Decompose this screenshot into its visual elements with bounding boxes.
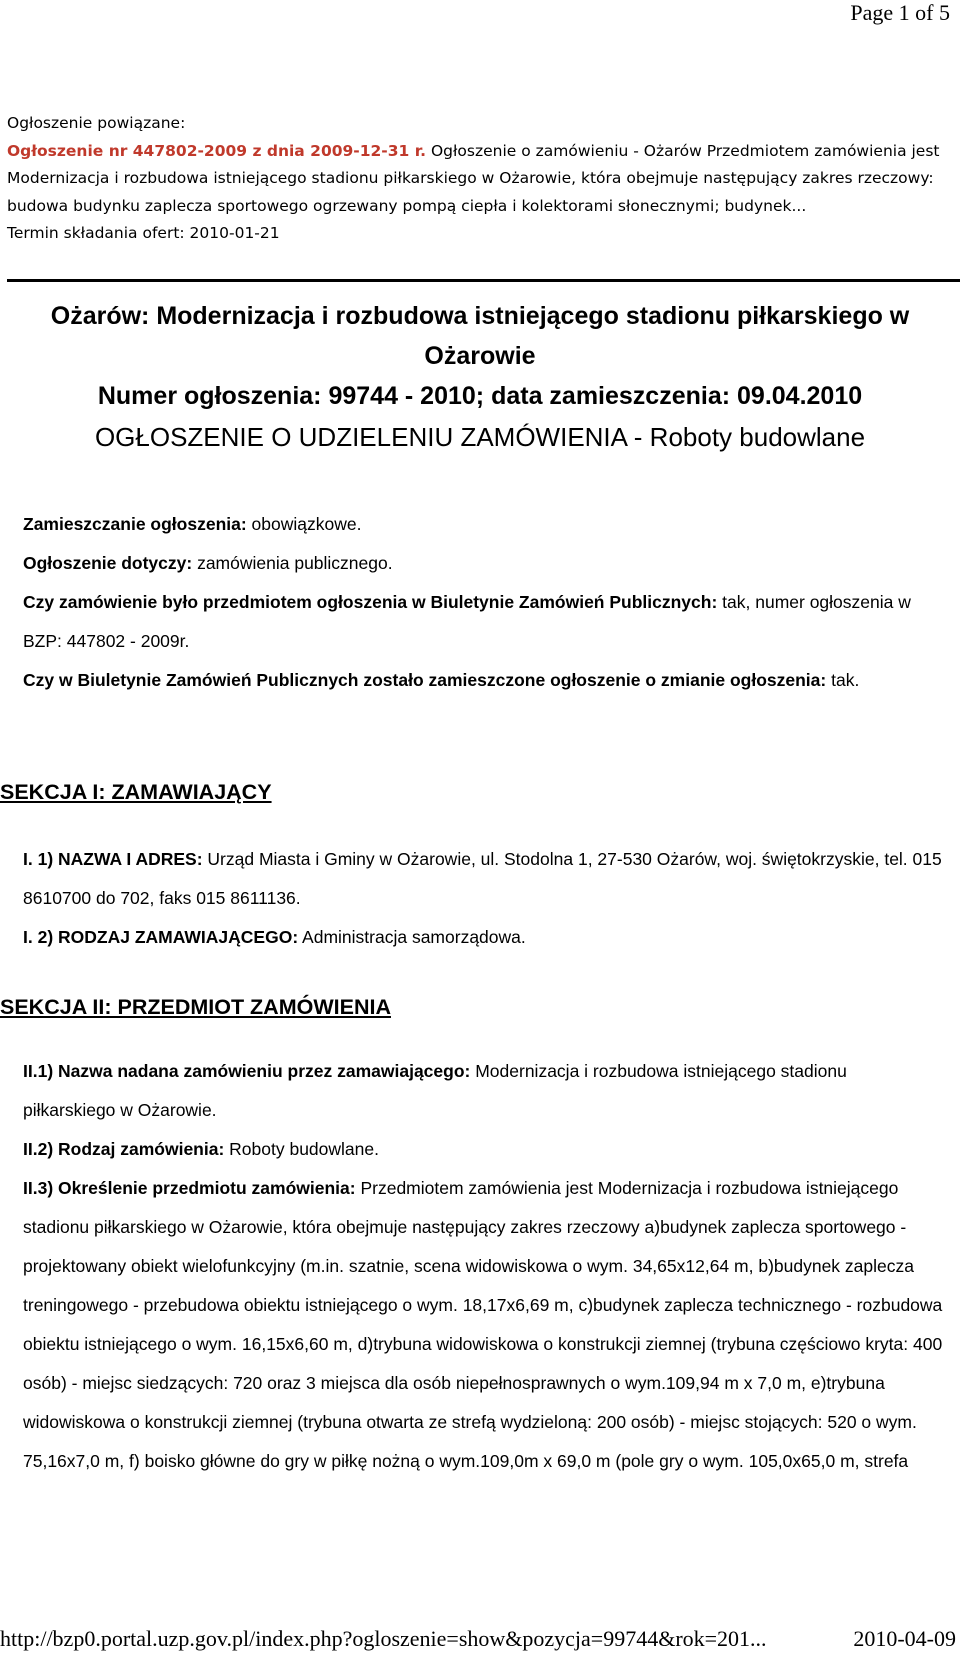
section-2-item: II.1) Nazwa nadana zamówieniu przez zamawiającego: Modernizacja i rozbudowa istniejącego stadionu piłkarskiego w Ożarowie. [23,1061,847,1120]
section-2-body [23,1052,943,1481]
section-1-heading: SEKCJA I: ZAMAWIAJĄCY [0,780,272,804]
intro-field: Zamieszczanie ogłoszenia: obowiązkowe. [23,514,362,534]
related-notice-link[interactable]: Ogłoszenie nr 447802-2009 z dnia 2009-12-31 r. [7,141,427,160]
section-1-item: I. 2) RODZAJ ZAMAWIAJĄCEGO: Administracja samorządowa. [23,927,526,947]
section-1-body [23,840,943,957]
page-title: Ożarów: Modernizacja i rozbudowa istniejącego stadionu piłkarskiego w Ożarowie [50,302,910,370]
intro-field: Czy w Biuletynie Zamówień Publicznych zostało zamieszczone ogłoszenie o zmianie ogłoszenia: tak. [23,670,860,690]
notice-number: Numer ogłoszenia: 99744 - 2010; data zamieszczenia: 09.04.2010 [97,382,863,410]
page-number: Page 1 of 5 [850,0,950,25]
section-1-item: I. 1) NAZWA I ADRES: Urząd Miasta i Gminy w Ożarowie, ul. Stodolna 1, 27-530 Ożarów, woj. świętokrzyskie, tel. 015 8610700 do 702, faks 015 8611136. [23,849,942,908]
notice-type: OGŁOSZENIE O UDZIELENIU ZAMÓWIENIA - Roboty budowlane [94,422,866,452]
offer-deadline: Termin składania ofert: 2010-01-21 [7,224,280,242]
divider [7,279,960,282]
footer-date: 2010-04-09 [853,1626,956,1651]
related-notice [7,110,952,248]
footer-url: http://bzp0.portal.uzp.gov.pl/index.php?ogloszenie=show&pozycja=99744&rok=201... [0,1626,767,1651]
intro-field: Czy zamówienie było przedmiotem ogłoszenia w Biuletynie Zamówień Publicznych: tak, numer ogłoszenia w BZP: 447802 - 2009r. [23,592,911,651]
related-label: Ogłoszenie powiązane: [7,114,186,132]
notice-title-block [0,296,960,457]
section-2-item: II.3) Określenie przedmiotu zamówienia: Przedmiotem zamówienia jest Modernizacja i rozbudowa istniejącego stadionu piłkarskiego w Ożarowie, która obejmuje następujący zakres rzeczowy a)budynek zaplecza sportowego - projektowany obiekt wielofunkcyjny (m.in. szatnie, scena widowiskowa o wym. 34,65x12,64 m, b)budynek zaplecza treningowego - przebudowa obiektu istniejącego o wym. 18,17x6,69 m, c)budynek zaplecza technicznego - rozbudowa obiektu istniejącego o wym. 16,15x6,60 m, d)trybuna widowiskowa o konstrukcji ziemnej (trybuna częściowo kryta: 400 osób) - miejsc siedzących: 720 oraz 3 miejsca dla osób niepełnosprawnych o wym.109,94 m x 7,0 m, e)trybuna widowiskowa o konstrukcji ziemnej (trybuna otwarta ze strefą wydzieloną: 200 osób) - miejsc stojących: 520 o wym. 75,16x7,0 m, f) boisko główne do gry w piłkę nożną o wym.109,0m x 69,0 m (pole gry o wym. 105,0x65,0 m, strefa [23,1178,943,1471]
intro-fields [23,505,943,700]
related-notice-text: Ogłoszenie o zamówieniu - Ożarów Przedmiotem zamówienia jest Modernizacja i rozbudowa istniejącego stadionu piłkarskiego w Ożarowie, która obejmuje następujący zakres rzeczowy: budowa budynku zaplecza sportowego ogrzewany pompą ciepła i kolektorami słonecznymi; budynek... [7,141,940,215]
section-2-heading: SEKCJA II: PRZEDMIOT ZAMÓWIENIA [0,995,391,1019]
section-2-item: II.2) Rodzaj zamówienia: Roboty budowlane. [23,1139,379,1159]
intro-field: Ogłoszenie dotyczy: zamówienia publicznego. [23,553,393,573]
